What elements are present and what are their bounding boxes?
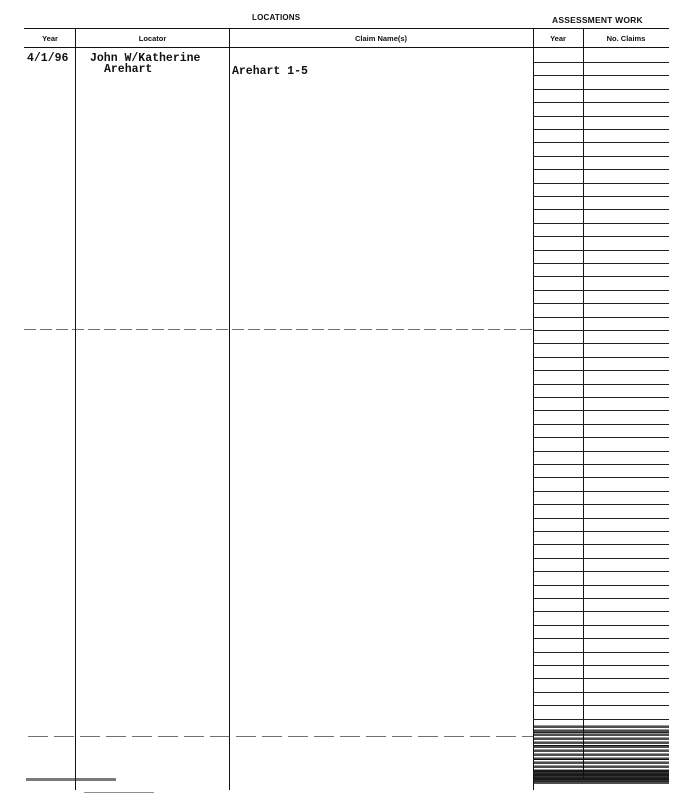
- assessment-row-line: [533, 719, 669, 720]
- assessment-row-line: [533, 451, 669, 452]
- assessment-row-line: [533, 196, 669, 197]
- assessment-row-line: [533, 585, 669, 586]
- assessment-row-line: [533, 290, 669, 291]
- assessment-row-line: [533, 317, 669, 318]
- locations-heading: LOCATIONS: [252, 13, 301, 22]
- assessment-row-line: [533, 276, 669, 277]
- scan-noise-bottom: [84, 792, 154, 793]
- assessment-row-line: [533, 223, 669, 224]
- assessment-row-line: [533, 303, 669, 304]
- assessment-row-line: [533, 330, 669, 331]
- fold-line-middle: [24, 329, 533, 330]
- assessment-row-line: [533, 638, 669, 639]
- entry-claim-name: Arehart 1-5: [232, 65, 308, 78]
- column-assessment-year: Year: [550, 34, 566, 43]
- assessment-row-line: [533, 665, 669, 666]
- assessment-row-line: [533, 531, 669, 532]
- assessment-row-line: [533, 75, 669, 76]
- entry-locator-line1: John W/Katherine: [90, 52, 201, 65]
- assessment-row-line: [533, 410, 669, 411]
- assessment-row-line: [533, 142, 669, 143]
- assessment-row-line: [533, 437, 669, 438]
- header-top-rule: [24, 28, 669, 29]
- header-bottom-rule: [24, 47, 669, 48]
- column-year: Year: [42, 34, 58, 43]
- column-no-claims: No. Claims: [606, 34, 646, 43]
- assessment-row-line: [533, 464, 669, 465]
- divider-locator-claims: [229, 28, 230, 790]
- assessment-row-line: [533, 397, 669, 398]
- assessment-row-line: [533, 250, 669, 251]
- assessment-row-line: [533, 263, 669, 264]
- assessment-row-line: [533, 209, 669, 210]
- assessment-row-line: [533, 692, 669, 693]
- assessment-row-line: [533, 424, 669, 425]
- entry-locator-line2: Arehart: [104, 63, 153, 76]
- assessment-row-line: [533, 370, 669, 371]
- assessment-row-line: [533, 571, 669, 572]
- assessment-row-line: [533, 156, 669, 157]
- assessment-row-line: [533, 504, 669, 505]
- scan-noise-left: [26, 778, 116, 781]
- assessment-row-line: [533, 544, 669, 545]
- assessment-row-line: [533, 169, 669, 170]
- assessment-row-line: [533, 625, 669, 626]
- scan-noise-dark: [534, 770, 669, 782]
- assessment-row-line: [533, 183, 669, 184]
- assessment-row-line: [533, 62, 669, 63]
- assessment-row-line: [533, 598, 669, 599]
- assessment-work-heading: ASSESSMENT WORK: [552, 15, 643, 25]
- column-claim-names: Claim Name(s): [354, 34, 408, 43]
- assessment-row-line: [533, 491, 669, 492]
- assessment-row-line: [533, 558, 669, 559]
- assessment-row-line: [533, 89, 669, 90]
- assessment-row-line: [533, 357, 669, 358]
- assessment-row-line: [533, 116, 669, 117]
- assessment-row-line: [533, 705, 669, 706]
- assessment-row-line: [533, 384, 669, 385]
- assessment-row-line: [533, 477, 669, 478]
- assessment-row-line: [533, 611, 669, 612]
- assessment-row-line: [533, 652, 669, 653]
- assessment-row-line: [533, 102, 669, 103]
- assessment-row-line: [533, 236, 669, 237]
- column-locator: Locator: [138, 34, 167, 43]
- entry-year: 4/1/96: [27, 52, 69, 65]
- assessment-row-line: [533, 343, 669, 344]
- fold-line-bottom: [28, 736, 533, 737]
- assessment-row-line: [533, 129, 669, 130]
- assessment-row-line: [533, 518, 669, 519]
- divider-year-locator: [75, 28, 76, 790]
- assessment-row-line: [533, 678, 669, 679]
